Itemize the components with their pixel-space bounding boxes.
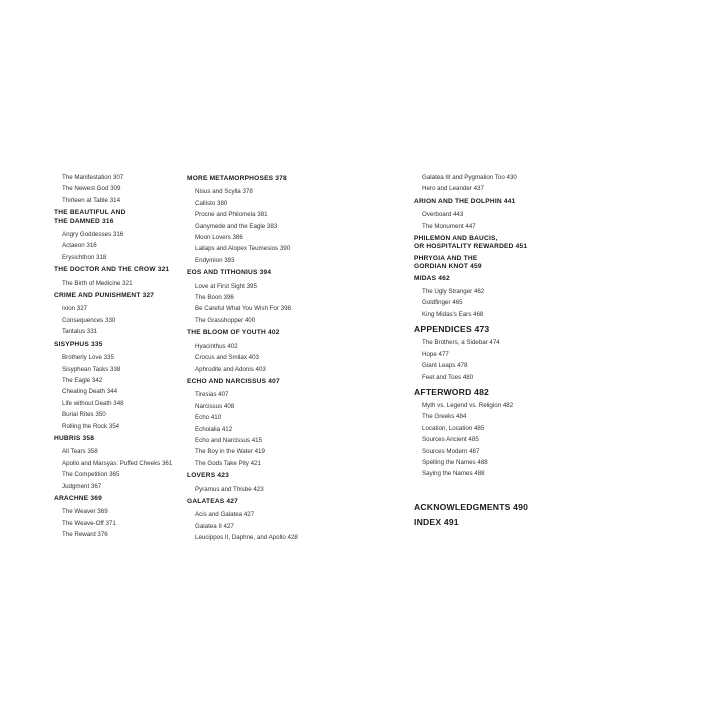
toc-entry: Sisyphean Tasks 338 xyxy=(62,365,121,373)
toc-entry: Erysichthon 318 xyxy=(62,253,107,261)
heading-line: PHILEMON AND BAUCIS, xyxy=(414,235,498,243)
toc-entry: Cheating Death 344 xyxy=(62,388,118,396)
toc-entry: Procne and Philomela 381 xyxy=(195,211,268,219)
toc-chapter-heading xyxy=(414,198,539,206)
toc-entry: Overboard 443 xyxy=(422,211,464,219)
toc-entry: Moon Lovers 386 xyxy=(195,234,243,242)
toc-entry: Narcissus 408 xyxy=(195,402,235,410)
toc-entry: Consequences 330 xyxy=(62,316,116,324)
toc-entry: The Monument 447 xyxy=(422,222,476,230)
toc-part-heading xyxy=(414,323,539,335)
toc-column-2 xyxy=(187,172,327,544)
toc-entry: Myth vs. Legend vs. Religion 482 xyxy=(422,401,514,409)
toc-column-3 xyxy=(414,172,539,530)
toc-chapter-heading xyxy=(187,269,327,277)
heading-line: THE DOCTOR AND THE CROW 321 xyxy=(54,266,170,274)
toc-part-heading xyxy=(414,516,539,528)
toc-entry: Hero and Leander 437 xyxy=(422,185,484,193)
toc-chapter-heading xyxy=(187,498,327,506)
toc-entry: The Eagle 342 xyxy=(62,376,103,384)
heading-line: SISYPHUS 335 xyxy=(54,340,103,348)
toc-chapter-heading xyxy=(187,378,327,386)
toc-entry: Be Careful What You Wish For 398 xyxy=(195,305,291,313)
heading-line: THE DAMNED 316 xyxy=(54,217,114,225)
toc-entry: Sources Ancient 485 xyxy=(422,436,479,444)
toc-entry: Burial Rites 350 xyxy=(62,411,106,419)
toc-chapter-heading xyxy=(414,235,539,252)
toc-entry: Angry Goddesses 316 xyxy=(62,231,124,239)
toc-entry: King Midas's Ears 468 xyxy=(422,310,484,318)
toc-entry: The Grasshopper 400 xyxy=(195,316,256,324)
heading-line: MIDAS 462 xyxy=(414,274,450,282)
toc-chapter-heading xyxy=(54,435,179,443)
toc-entry: Endymion 393 xyxy=(195,256,235,264)
toc-entry: Ixion 327 xyxy=(62,305,88,313)
toc-entry: Life without Death 348 xyxy=(62,399,124,407)
heading-line: ARACHNE 369 xyxy=(54,494,103,502)
toc-entry: Goldfinger 465 xyxy=(422,299,463,307)
toc-entry: The Gods Take Pity 421 xyxy=(195,459,261,467)
toc-entry: The Reward 376 xyxy=(62,531,108,539)
spacer xyxy=(414,480,539,498)
toc-entry: Ganymede and the Eagle 383 xyxy=(195,222,278,230)
toc-entry: The Brothers, a Sidebar 474 xyxy=(422,339,500,347)
toc-entry: The Newest God 309 xyxy=(62,185,121,193)
heading-line: THE BLOOM OF YOUTH 402 xyxy=(187,329,280,337)
toc-entry: Brotherly Love 335 xyxy=(62,354,114,362)
toc-entry: Feet and Toes 480 xyxy=(422,373,474,381)
toc-entry: Thirteen at Table 314 xyxy=(62,196,121,204)
toc-entry: The Ugly Stranger 462 xyxy=(422,288,485,296)
toc-entry: The Weaver 369 xyxy=(62,508,108,516)
toc-chapter-heading xyxy=(54,495,179,503)
toc-entry: Hope 477 xyxy=(422,350,449,358)
heading-line: INDEX 491 xyxy=(414,516,459,527)
toc-chapter-heading xyxy=(187,472,327,480)
toc-chapter-heading xyxy=(414,275,539,283)
toc-entry: Location, Location 485 xyxy=(422,424,485,432)
toc-entry: Sources Modern 487 xyxy=(422,447,480,455)
toc-entry: Spelling the Names 488 xyxy=(422,458,488,466)
heading-line: MORE METAMORPHOSES 378 xyxy=(187,175,287,182)
heading-line: ARION AND THE DOLPHIN 441 xyxy=(414,197,516,205)
toc-entry: Nisus and Scylla 378 xyxy=(195,188,253,196)
toc-entry: The Greeks 484 xyxy=(422,413,467,421)
toc-entry: Echolalia 412 xyxy=(195,425,233,433)
toc-chapter-heading xyxy=(187,329,327,337)
toc-chapter-heading xyxy=(54,209,179,226)
heading-line: OR HOSPITALITY REWARDED 451 xyxy=(414,243,528,251)
toc-chapter-heading xyxy=(54,292,179,300)
heading-line: AFTERWORD 482 xyxy=(414,386,490,397)
toc-entry: The Competition 365 xyxy=(62,471,120,479)
toc-entry: The Birth of Medicine 321 xyxy=(62,279,133,287)
toc-entry: Echo and Narcissus 415 xyxy=(195,436,263,444)
heading-line: ACKNOWLEDGMENTS 490 xyxy=(414,501,529,512)
toc-entry: Hyacinthus 402 xyxy=(195,342,238,350)
heading-line: HUBRIS 358 xyxy=(54,434,95,442)
heading-line: GORDIAN KNOT 459 xyxy=(414,263,482,271)
toc-entry: Love at First Sight 395 xyxy=(195,282,257,290)
toc-entry: The Boy in the Water 419 xyxy=(195,448,265,456)
heading-line: EOS AND TITHONIUS 394 xyxy=(187,269,272,277)
heading-line: LOVERS 423 xyxy=(187,472,229,480)
toc-entry: Pyramus and Thisbe 423 xyxy=(195,485,264,493)
toc-entry: Giant Leaps 478 xyxy=(422,362,468,370)
toc-entry: Tantalus 331 xyxy=(62,328,98,336)
toc-entry: Tiresias 407 xyxy=(195,391,229,399)
toc-entry: Aphrodite and Adonis 403 xyxy=(195,365,266,373)
toc-entry: Actaeon 316 xyxy=(62,242,97,250)
toc-entry: Rolling the Rock 354 xyxy=(62,422,120,430)
toc-entry: Saying the Names 488 xyxy=(422,470,485,478)
toc-entry: Apollo and Marsyas: Puffed Cheeks 361 xyxy=(62,459,173,467)
toc-entry: Galatea II 427 xyxy=(195,522,234,530)
toc-entry: All Tears 358 xyxy=(62,448,98,456)
toc-entry: Callisto 380 xyxy=(195,199,228,207)
toc-entry: Acis and Galatea 427 xyxy=(195,511,255,519)
toc-entry: Galatea III and Pygmalion Too 430 xyxy=(422,174,517,181)
toc-entry: Judgment 367 xyxy=(62,482,102,490)
toc-part-heading xyxy=(414,386,539,398)
toc-part-heading xyxy=(414,501,539,513)
toc-entry: Crocus and Smilax 403 xyxy=(195,354,259,362)
heading-line: GALATEAS 427 xyxy=(187,497,239,505)
heading-line: APPENDICES 473 xyxy=(414,324,490,335)
toc-entry: Leucippos II, Daphne, and Apollo 428 xyxy=(195,534,298,542)
toc-entry: Lailaps and Alopex Teumesios 390 xyxy=(195,245,291,253)
toc-chapter-heading xyxy=(187,175,327,183)
toc-entry: The Boon 396 xyxy=(195,294,234,302)
toc-entry: Echo 410 xyxy=(195,414,222,422)
heading-line: THE BEAUTIFUL AND xyxy=(54,209,126,217)
toc-chapter-heading xyxy=(54,341,179,349)
heading-line: ECHO AND NARCISSUS 407 xyxy=(187,377,280,385)
toc-chapter-heading xyxy=(414,255,539,272)
toc-entry: The Manifestation 307 xyxy=(62,174,124,181)
heading-line: CRIME AND PUNISHMENT 327 xyxy=(54,292,155,300)
toc-entry: The Weave-Off 371 xyxy=(62,519,116,527)
heading-line: PHRYGIA AND THE xyxy=(414,254,478,262)
toc-chapter-heading xyxy=(54,266,179,274)
toc-column-1 xyxy=(54,172,179,541)
